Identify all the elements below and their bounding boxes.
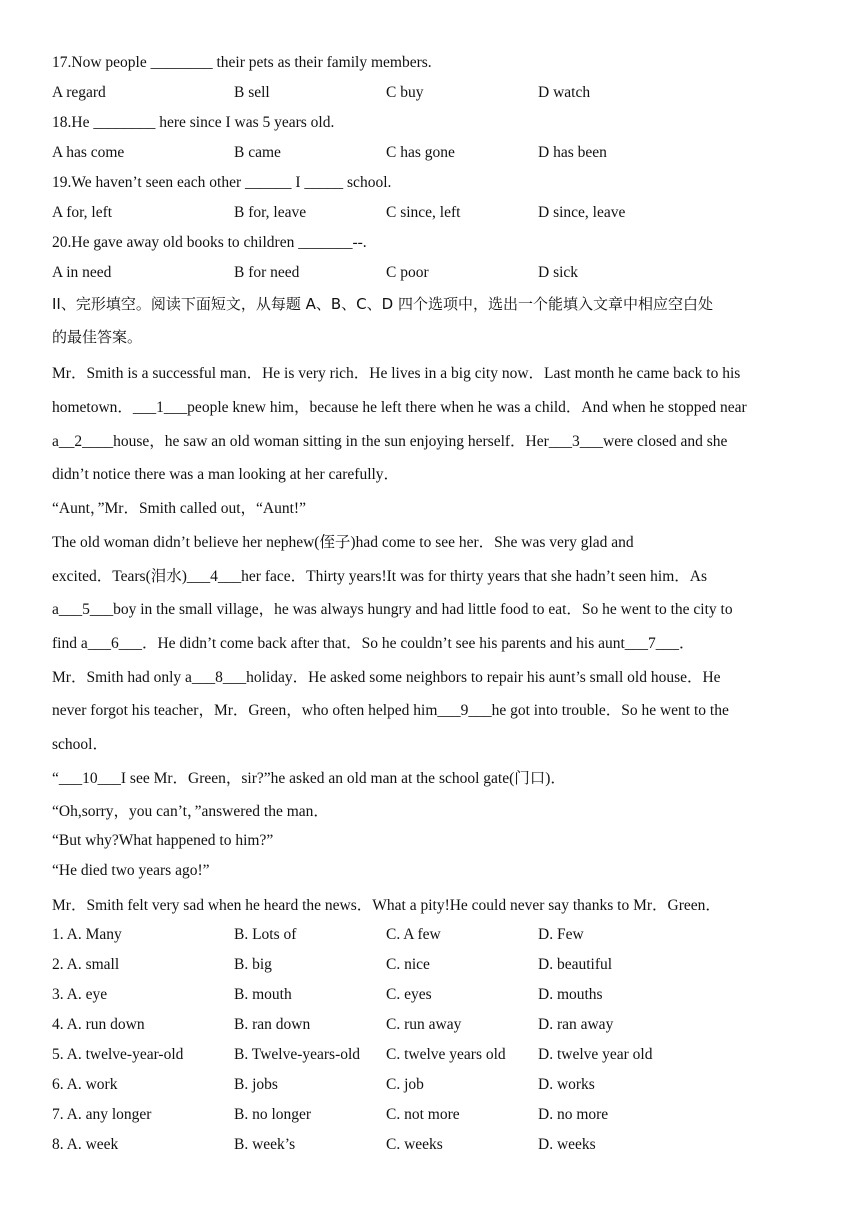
option-b: B. ran down [234, 1016, 311, 1033]
passage-line: “Aunt，”Mr．Smith called out，“Aunt!” [52, 500, 306, 517]
section-heading-cont: 的最佳答案。 [52, 328, 143, 346]
question-18-options [52, 143, 812, 163]
option-a: A in need [52, 264, 112, 281]
option-a: 5. A. twelve-year-old [52, 1046, 184, 1063]
section-heading: II、完形填空。阅读下面短文，从每题 A、B、C、D 四个选项中，选出一个能填入文章中相应空白处 [52, 295, 713, 313]
cloze-options-row [52, 1075, 812, 1095]
question-20-stem: 20.He gave away old books to children _______--. [52, 234, 367, 251]
option-b: B. Lots of [234, 926, 297, 943]
option-b: B sell [234, 84, 270, 101]
option-b: B for, leave [234, 204, 307, 221]
question-17-stem: 17.Now people ________ their pets as their family members. [52, 54, 432, 71]
option-c: C. nice [386, 956, 430, 973]
passage-line: never forgot his teacher，Mr．Green，who often helped him___9___he got into trouble．So he went to the [52, 702, 729, 719]
cloze-options-row [52, 955, 812, 975]
passage-line: didn’t notice there was a man looking at her carefully． [52, 466, 400, 483]
option-c: C. job [386, 1076, 424, 1093]
question-17-options [52, 83, 812, 103]
option-d: D. works [538, 1076, 595, 1093]
option-c: C. not more [386, 1106, 460, 1123]
cloze-options-row [52, 1015, 812, 1035]
passage-line: “He died two years ago!” [52, 862, 210, 879]
option-d: D. mouths [538, 986, 603, 1003]
option-d: D has been [538, 144, 607, 161]
option-c: C poor [386, 264, 429, 281]
option-b: B. Twelve-years-old [234, 1046, 361, 1063]
passage-line: a___5___boy in the small village，he was always hungry and had little food to eat．So he went to the city to [52, 601, 733, 618]
option-a: 4. A. run down [52, 1016, 145, 1033]
option-a: 2. A. small [52, 956, 120, 973]
option-d: D. twelve year old [538, 1046, 653, 1063]
passage-line: excited．Tears(泪水)___4___her face．Thirty years!It was for thirty years that she hadn’t seen him．As [52, 568, 708, 585]
passage-line: “Oh,sorry，you can’t，”answered the man． [52, 803, 329, 820]
question-19-options [52, 203, 812, 223]
option-a: A for, left [52, 204, 113, 221]
question-19-stem: 19.We haven’t seen each other ______ I _____ school. [52, 174, 392, 191]
option-c: C has gone [386, 144, 455, 161]
option-c: C. A few [386, 926, 441, 943]
passage-line: school． [52, 736, 108, 753]
passage-line: “But why?What happened to him?” [52, 832, 274, 849]
option-a: A has come [52, 144, 125, 161]
option-c: C. run away [386, 1016, 462, 1033]
option-d: D. Few [538, 926, 584, 943]
cloze-options-row [52, 925, 812, 945]
passage-line: Mr．Smith felt very sad when he heard the news．What a pity!He could never say thanks to Mr．Green． [52, 897, 721, 914]
cloze-options-row [52, 1135, 812, 1155]
option-b: B came [234, 144, 281, 161]
question-18-stem: 18.He ________ here since I was 5 years old. [52, 114, 335, 131]
passage-line: a__2____house，he saw an old woman sitting in the sun enjoying herself．Her___3___were closed and she [52, 433, 728, 450]
option-a: 6. A. work [52, 1076, 118, 1093]
option-b: B for need [234, 264, 300, 281]
option-d: D. ran away [538, 1016, 614, 1033]
option-b: B. no longer [234, 1106, 312, 1123]
option-d: D watch [538, 84, 591, 101]
option-d: D sick [538, 264, 579, 281]
question-20-options [52, 263, 812, 283]
option-b: B. jobs [234, 1076, 278, 1093]
passage-line: “___10___I see Mr．Green，sir?”he asked an old man at the school gate(门口)． [52, 770, 566, 787]
option-a: 7. A. any longer [52, 1106, 152, 1123]
option-c: C. twelve years old [386, 1046, 506, 1063]
option-b: B. week’s [234, 1136, 296, 1153]
cloze-options-row [52, 1105, 812, 1125]
passage-line: Mr．Smith is a successful man．He is very rich．He lives in a big city now．Last month he came back to his [52, 365, 741, 382]
option-a: 8. A. week [52, 1136, 119, 1153]
cloze-options-row [52, 985, 812, 1005]
option-c: C buy [386, 84, 424, 101]
option-c: C since, left [386, 204, 461, 221]
option-d: D. no more [538, 1106, 609, 1123]
option-a: 3. A. eye [52, 986, 108, 1003]
cloze-options-row [52, 1045, 812, 1065]
passage-line: hometown．___1___people knew him，because he left there when he was a child．And when he stopped near [52, 399, 747, 416]
passage-line: find a___6___．He didn’t come back after that．So he couldn’t see his parents and his aunt___7___． [52, 635, 695, 652]
option-b: B. big [234, 956, 272, 973]
option-a: 1. A. Many [52, 926, 122, 943]
passage-line: Mr．Smith had only a___8___holiday．He asked some neighbors to repair his aunt’s small old house．He [52, 669, 721, 686]
passage-line: The old woman didn’t believe her nephew(侄子)had come to see her．She was very glad and [52, 534, 634, 551]
option-a: A regard [52, 84, 106, 101]
option-d: D. weeks [538, 1136, 596, 1153]
option-c: C. eyes [386, 986, 432, 1003]
option-b: B. mouth [234, 986, 292, 1003]
option-d: D since, leave [538, 204, 626, 221]
option-c: C. weeks [386, 1136, 443, 1153]
option-d: D. beautiful [538, 956, 613, 973]
